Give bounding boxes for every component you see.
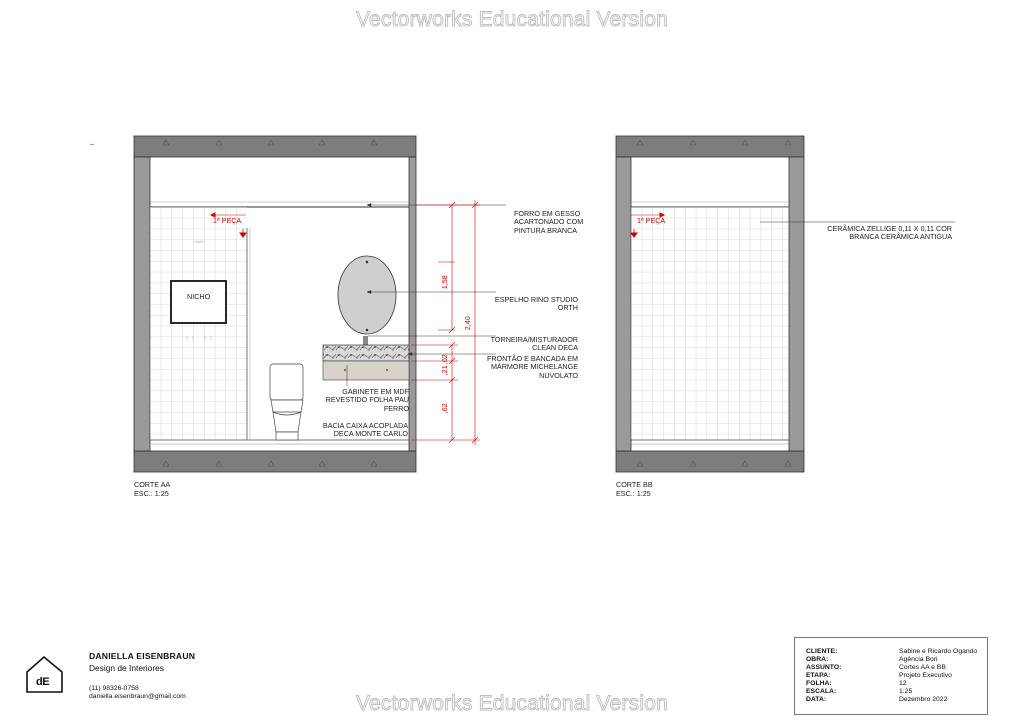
label-countertop: FRONTÃO E BANCADA EM MÁRMORE MICHELANGE NUVOLATO — [486, 354, 578, 380]
caption-section-aa: CORTE AA ESC.: 1:25 — [134, 480, 171, 498]
dim-total-height: 2,40 — [462, 316, 472, 331]
toilet — [270, 364, 303, 440]
label-mirror: ESPELHO RINO STUDIO ORTH — [494, 295, 578, 313]
dim-mirror-height: 1,58 — [439, 275, 449, 290]
cabinet — [323, 361, 409, 380]
logo-text: dE — [36, 676, 50, 688]
designer-email: daniella.eisenbraun@gmail.com — [89, 693, 186, 700]
mirror — [338, 256, 396, 334]
title-block: CLIENTE: Sabine e Ricardo Ogando OBRA: Agência Bori ASSUNTO: Cortes AA e BB ETAPA: Projeto Executivo FOLHA: 12 ESCALA: 1:25 DATA: Dezembro 2022 — [794, 637, 988, 715]
designer-subtitle: Design de Interiores — [89, 663, 164, 673]
niche-label: NICHO — [187, 292, 211, 301]
section-bb — [616, 136, 955, 472]
label-faucet: TORNEIRA/MISTURADOR CLEAN DECA — [490, 335, 578, 353]
watermark-bottom: Vectorworks Educational Version — [355, 692, 669, 715]
dim-countertop-2: ,21 — [439, 365, 449, 376]
niche — [171, 281, 226, 323]
label-tile: CERÂMICA ZELLIGE 0,11 X 0,11 COR BRANCA CERÂMICA ANTIGUA — [827, 224, 952, 242]
designer-name: DANIELLA EISENBRAUN — [89, 651, 196, 661]
tag-first-piece-aa: 1ª PEÇA — [213, 216, 242, 225]
marble-countertop — [323, 345, 409, 361]
watermark-top: Vectorworks Educational Version — [355, 8, 669, 31]
label-toilet: BACIA CAIXA ACOPLADA DECA MONTE CARLO — [322, 421, 408, 439]
designer-phone: (11) 98326-0758 — [89, 685, 139, 692]
designer-contact — [89, 685, 186, 701]
dim-countertop-1: ,02 — [439, 354, 449, 365]
tag-first-piece-bb: 1ª PEÇA — [637, 216, 666, 225]
caption-section-bb: CORTE BB ESC.: 1:25 — [616, 480, 653, 498]
label-ceiling: FORRO EM GESSO ACARTONADO COM PINTURA BRANCA — [514, 209, 584, 235]
dim-cabinet-height: ,62 — [439, 403, 449, 414]
label-cabinet: GABINETE EM MDF REVESTIDO FOLHA PAU FERRO — [325, 387, 409, 413]
